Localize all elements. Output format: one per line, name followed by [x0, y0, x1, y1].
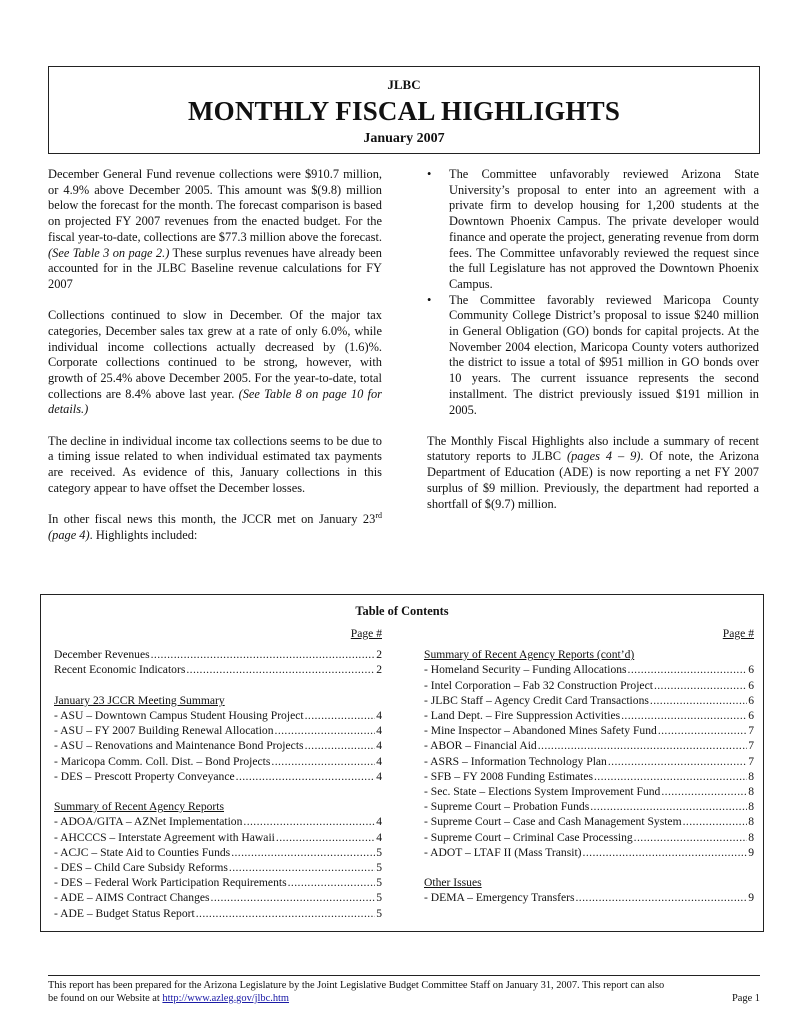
toc-entry — [54, 769, 382, 784]
paragraph-agency-reports-summary: The Monthly Fiscal Highlights also include a summary of recent statutory reports to JLBC (pages 4 – 9). Of note, the Arizona Department of Education (ADE) is now reporting a net FY 2007 surplus of $9 million. Previously, the department had reported a shortfall of $(9.7) million. — [427, 433, 759, 511]
toc-entry-page: 5 — [376, 861, 382, 875]
toc-entry — [424, 708, 754, 723]
toc-entry-page: 9 — [748, 891, 754, 905]
page-number: Page 1 — [732, 992, 760, 1004]
toc-entry — [54, 845, 382, 860]
toc-leader — [231, 845, 375, 860]
report-date: January 2007 — [363, 131, 445, 146]
toc-entry-label: - ADOA/GITA – AZNet Implementation — [54, 815, 243, 829]
toc-entry-label: - Maricopa Comm. Coll. Dist. – Bond Projects — [54, 754, 271, 768]
toc-entry-page: 8 — [748, 769, 754, 783]
toc-entry — [54, 647, 382, 662]
toc-entry — [424, 723, 754, 738]
toc-entry-page: 4 — [376, 815, 382, 829]
toc-section-title: Summary of Recent Agency Reports (cont’d) — [424, 648, 635, 662]
toc-entry-page: 6 — [748, 678, 754, 692]
toc-section-items — [424, 890, 754, 905]
toc-entry — [54, 708, 382, 723]
report-header — [48, 66, 760, 154]
toc-section-items — [54, 814, 382, 920]
toc-leader — [236, 769, 376, 784]
toc-section-title: January 23 JCCR Meeting Summary — [54, 693, 225, 707]
toc-leader — [658, 723, 747, 738]
toc-entry — [424, 738, 754, 753]
paragraph-revenue-collections: December General Fund revenue collections were $910.7 million, or 4.9% above December 2005. This amount was $(9.8) million below the forecast for the month. The forecast comparison is based on projected FY 2007 revenues from the enacted budget. For the fiscal year-to-date, collections are $77.3 million above the forecast. (See Table 3 on page 2.) These surplus revenues have already been accounted for in the JLBC Baseline revenue calculations for FY 2007 — [48, 167, 382, 291]
toc-entry — [54, 906, 382, 921]
paragraph-jccr-news: In other fiscal news this month, the JCCR met on January 23rd (page 4). Highlights included: — [48, 510, 382, 542]
toc-entry-label: - Supreme Court – Probation Funds — [424, 800, 590, 814]
toc-entry-label: - Homeland Security – Funding Allocations — [424, 663, 627, 677]
toc-leader — [576, 890, 748, 905]
toc-entry-page: 7 — [748, 754, 754, 768]
toc-leader — [196, 906, 375, 921]
toc-entry-label: - ADE – AIMS Contract Changes — [54, 891, 210, 905]
toc-leader — [583, 845, 748, 860]
toc-leader — [661, 784, 747, 799]
toc-entry — [54, 860, 382, 875]
toc-entry — [424, 678, 754, 693]
header-org: JLBC — [387, 77, 421, 92]
toc-title: Table of Contents — [355, 604, 449, 618]
toc-leader — [305, 708, 376, 723]
toc-entry — [424, 890, 754, 905]
toc-entry-page: 6 — [748, 709, 754, 723]
toc-entry-label: - JLBC Staff – Agency Credit Card Transactions — [424, 693, 649, 707]
list-item: • The Committee favorably reviewed Maricopa County Community College District’s proposal to issue $240 million in General Obligation (GO) bonds for capital projects. At the November 2004 election, Maricopa County voters authorized the district to issue a total of $951 million in GO bonds over 10 years. The current issuance represents the second installment. The district previously issued $191 million in 2005. — [427, 292, 759, 417]
toc-leader — [243, 814, 375, 829]
footer-divider — [48, 975, 760, 976]
toc-entry-page: 8 — [748, 800, 754, 814]
toc-entry-page: 4 — [376, 754, 382, 768]
toc-entry-label: - SFB – FY 2008 Funding Estimates — [424, 769, 593, 783]
toc-page-header: Page # — [722, 627, 754, 640]
toc-entry — [424, 693, 754, 708]
toc-entry-label: Recent Economic Indicators — [54, 663, 186, 677]
toc-entry-page: 2 — [376, 663, 382, 677]
toc-entry-label: - ASRS – Information Technology Plan — [424, 754, 607, 768]
toc-entry-label: - Sec. State – Elections System Improvement Fund — [424, 785, 661, 799]
bullet-icon: • — [427, 167, 432, 181]
toc-entry — [54, 738, 382, 753]
toc-entry-label: - ABOR – Financial Aid — [424, 739, 537, 753]
toc-entry-page: 4 — [376, 739, 382, 753]
toc-entry-label: - ADOT – LTAF II (Mass Transit) — [424, 845, 582, 859]
toc-entry-page: 4 — [376, 769, 382, 783]
toc-leader — [276, 830, 375, 845]
footer-note: This report has been prepared for the Arizona Legislature by the Joint Legislative Budget Committee Staff on January 31, 2007. This report can also — [48, 980, 665, 991]
toc-leader — [594, 769, 747, 784]
toc-leader — [151, 647, 376, 662]
paragraph-tax-categories: Collections continued to slow in December. Of the major tax categories, December sales tax grew at a rate of only 6.0%, while individual income collections actually decreased by (1.6)%. Corporate collections continued to be strong, however, with growth of 25.4% above December 2005. For the year-to-date, total collections are 8.4% above last year. (See Table 8 on page 10 for details.) — [48, 308, 382, 417]
toc-entry-page: 9 — [748, 845, 754, 859]
toc-leader — [634, 830, 748, 845]
toc-entry-page: 7 — [748, 724, 754, 738]
right-column — [427, 167, 759, 512]
toc-entry-page: 8 — [748, 830, 754, 844]
toc-leader — [621, 708, 747, 723]
toc-entry — [424, 814, 754, 829]
toc-entry-label: - AHCCCS – Interstate Agreement with Hawaii — [54, 830, 275, 844]
toc-leader — [211, 890, 376, 905]
toc-entry-label: - ASU – Downtown Campus Student Housing Project — [54, 709, 304, 722]
toc-leader — [590, 799, 747, 814]
toc-left-column — [54, 626, 382, 921]
toc-entry-page: 6 — [748, 663, 754, 677]
toc-entry-label: December Revenues — [54, 648, 150, 662]
toc-top-items — [54, 647, 382, 677]
toc-entry-label: - DES – Federal Work Participation Requirements — [54, 876, 287, 890]
toc-entry-label: - DEMA – Emergency Transfers — [424, 891, 575, 905]
toc-entry-label: - ASU – FY 2007 Building Renewal Allocation — [54, 724, 274, 738]
toc-entry-page: 2 — [376, 648, 382, 662]
toc-entry-page: 5 — [376, 906, 382, 920]
toc-entry — [424, 769, 754, 784]
toc-leader — [683, 814, 748, 829]
toc-leader — [305, 738, 376, 753]
toc-right-column — [424, 626, 754, 906]
toc-entry — [424, 799, 754, 814]
toc-entry — [54, 890, 382, 905]
report-title: MONTHLY FISCAL HIGHLIGHTS — [187, 96, 621, 126]
toc-entry-label: - Land Dept. – Fire Suppression Activities — [424, 709, 621, 723]
paragraph-income-tax-decline: The decline in individual income tax collections seems to be due to a timing issue related to when individual estimated tax payments are received. As evidence of this, January collections in this category appear to have offset the December losses. — [48, 433, 382, 495]
toc-entry — [424, 754, 754, 769]
table-reference: (See Table 8 on page 10 for details.) — [48, 386, 382, 417]
toc-leader — [275, 723, 376, 738]
toc-entry-label: - ADE – Budget Status Report — [54, 906, 195, 920]
toc-entry-label: - DES – Prescott Property Conveyance — [54, 769, 235, 783]
toc-entry-page: 8 — [748, 815, 754, 829]
toc-entry — [54, 662, 382, 677]
toc-entry-page: 7 — [748, 739, 754, 753]
page-footer: This report has been prepared for the Arizona Legislature by the Joint Legislative Budget Committee Staff on January 31, 2007. This report can also be found on our Website at http://www.azleg.gov/jlbc.htm Page 1 — [48, 980, 760, 1004]
toc-entry-label: - DES – Child Care Subsidy Reforms — [54, 861, 228, 875]
toc-leader — [628, 662, 748, 677]
toc-section-items — [424, 662, 754, 860]
toc-entry — [424, 662, 754, 677]
toc-leader — [650, 693, 747, 708]
toc-entry — [54, 754, 382, 769]
left-column — [48, 167, 382, 543]
toc-leader — [229, 860, 375, 875]
toc-entry-page: 8 — [748, 785, 754, 799]
toc-section-items — [54, 708, 382, 784]
toc-leader — [538, 738, 747, 753]
toc-entry — [424, 784, 754, 799]
toc-entry-page: 4 — [376, 709, 382, 722]
toc-leader — [608, 754, 747, 769]
page-reference: (pages 4 – 9) — [566, 449, 641, 464]
bullet-icon: • — [427, 292, 432, 307]
toc-entry-label: - ASU – Renovations and Maintenance Bond Projects — [54, 739, 304, 753]
toc-entry-label: - Supreme Court – Case and Cash Management System — [424, 815, 682, 829]
toc-entry — [54, 814, 382, 829]
toc-entry-page: 4 — [376, 830, 382, 844]
toc-entry — [54, 875, 382, 890]
toc-entry-page: 4 — [376, 724, 382, 738]
page-reference: (page 4) — [48, 527, 90, 542]
toc-entry-page: 6 — [748, 693, 754, 707]
toc-entry — [424, 845, 754, 860]
toc-section-title: Summary of Recent Agency Reports — [54, 800, 225, 814]
toc-entry-page: 5 — [376, 876, 382, 890]
list-item: • The Committee unfavorably reviewed Arizona State University’s proposal to enter into an agreement with a private firm to develop housing for 1,200 students at the Downtown Phoenix Campus. The private developer would finance and operate the project, generating revenue from dorm fees. The Committee unfavorably reviewed the request since the full Legislature has not approved the Downtown Phoenix Campus. — [427, 167, 759, 291]
toc-leader — [654, 678, 747, 693]
website-link[interactable]: http://www.azleg.gov/jlbc.htm — [162, 992, 289, 1004]
toc-leader — [271, 754, 375, 769]
jccr-highlights-list — [427, 167, 759, 418]
toc-entry — [424, 830, 754, 845]
toc-entry-label: - Intel Corporation – Fab 32 Construction Project — [424, 678, 653, 692]
table-reference: (See Table 3 on page 2.) — [48, 245, 170, 260]
toc-page-header: Page # — [350, 627, 382, 640]
toc-entry — [54, 830, 382, 845]
toc-leader — [186, 662, 375, 677]
toc-entry-page: 5 — [376, 891, 382, 905]
toc-entry — [54, 723, 382, 738]
toc-section-title: Other Issues — [424, 876, 482, 890]
toc-entry-page: 5 — [376, 845, 382, 859]
toc-entry-label: - ACJC – State Aid to Counties Funds — [54, 845, 231, 859]
toc-leader — [288, 875, 376, 890]
toc-entry-label: - Supreme Court – Criminal Case Processing — [424, 830, 633, 844]
table-of-contents — [40, 594, 764, 932]
toc-entry-label: - Mine Inspector – Abandoned Mines Safety Fund — [424, 724, 657, 738]
